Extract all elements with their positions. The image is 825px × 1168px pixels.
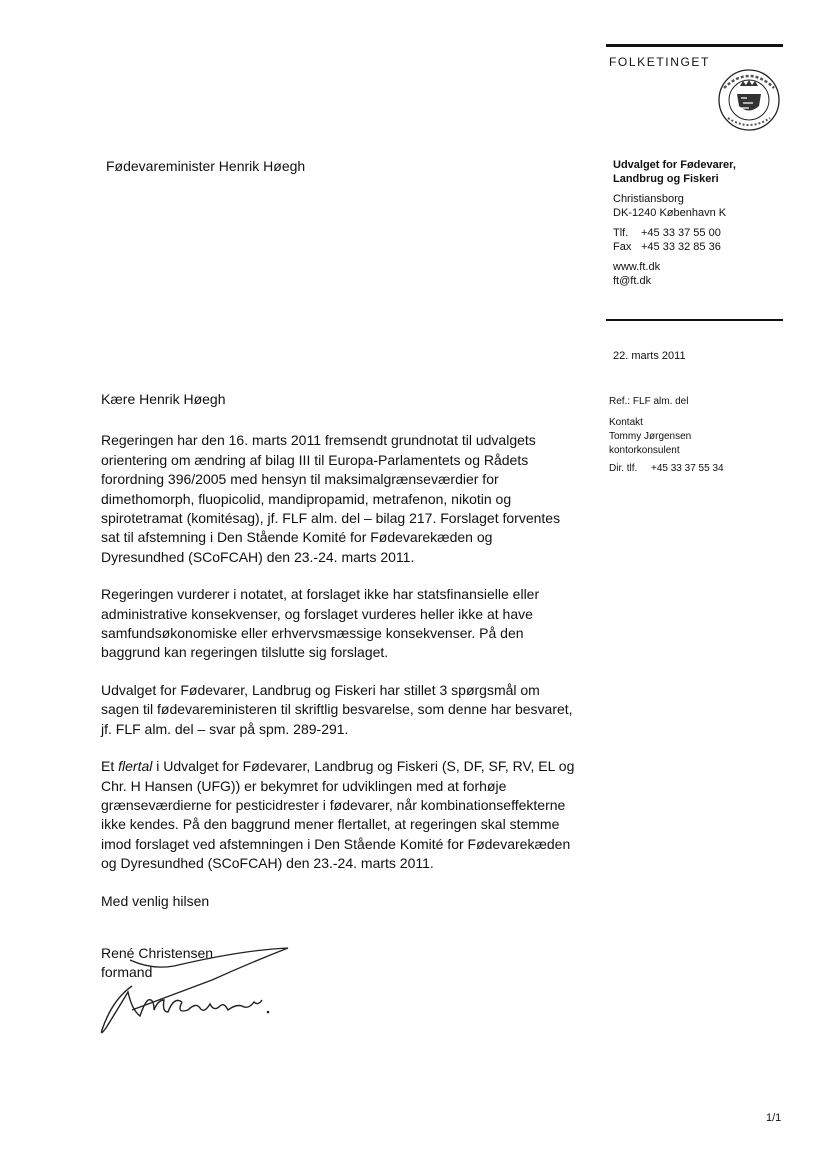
reference: Ref.: FLF alm. del — [609, 396, 689, 407]
header-rule-top — [606, 44, 783, 47]
paragraph-4-text: i Udvalget for Fødevarer, Landbrug og Fiskeri (S, DF, SF, RV, EL og Chr. H Hansen (UFG)) er bekymret for udviklingen med at forhøje grænseværdierne for pesticidrester i fødevarer, når kombinationseffekterne ikke kendes. På den baggrund mener flertallet, at regeringen skal stemme imod forslaget ved afstemningen i Den Stående Komité for Fødevarekæden og Dyresundhed (SCoFCAH) den 23.-24. marts 2011. — [101, 758, 575, 872]
fax-label: Fax — [613, 241, 632, 253]
contact-title: kontorkonsulent — [609, 445, 680, 456]
signatory-title: formand — [101, 964, 153, 980]
header-rule-middle — [606, 319, 783, 321]
letter-body — [101, 390, 579, 929]
letter-date: 22. marts 2011 — [613, 350, 686, 362]
phone-number: +45 33 37 55 00 — [641, 227, 721, 239]
committee-name-line2: Landbrug og Fiskeri — [613, 173, 719, 185]
address-line1: Christiansborg — [613, 193, 684, 205]
organization-name: FOLKETINGET — [609, 55, 710, 69]
paragraph-3: Udvalget for Fødevarer, Landbrug og Fiskeri har stillet 3 spørgsmål om sagen til fødevareministeren til skriftlig besvarelse, som denne har besvaret, jf. FLF alm. del – svar på spm. 289-291. — [101, 681, 573, 737]
fax-row — [613, 240, 803, 254]
reference-block — [609, 395, 809, 476]
paragraph-4-emphasis: flertal — [118, 758, 153, 775]
page-number: 1/1 — [766, 1112, 782, 1124]
committee-contact-block — [613, 158, 803, 288]
greeting: Kære Henrik Høegh — [101, 391, 226, 407]
direct-phone-number: +45 33 37 55 34 — [651, 463, 724, 474]
email-link[interactable]: ft@ft.dk — [613, 275, 652, 287]
direct-phone-row — [609, 462, 809, 476]
closing: Med venlig hilsen — [101, 892, 210, 909]
contact-name: Tommy Jørgensen — [609, 431, 692, 442]
paragraph-2: Regeringen vurderer i notatet, at forslaget ikke har statsfinansielle eller administrative konsekvenser, og forslaget vurderes heller ikke at have samfundsøkonomiske eller erhvervsmæssige konsekvenser. På den baggrund kan regeringen tilslutte sig forslaget. — [101, 586, 540, 661]
signatory-name: René Christensen — [101, 945, 214, 961]
paragraph-1: Regeringen har den 16. marts 2011 fremsendt grundnotat til udvalgets orientering om ændring af bilag III til Europa-Parlamentets og Rådets forordning 396/2005 med hensyn til maksimalgrænseværdier for dimethomorph, fluopicolid, mandipropamid, metrafenon, nikotin og spirotetramat (komitésag), jf. FLF alm. del – bilag 217. Forslaget forventes sat til afstemning i Den Stående Komité for Fødevarekæden og Dyresundhed (SCoFCAH) den 23.-24. marts 2011. — [101, 432, 561, 565]
fax-number: +45 33 32 85 36 — [641, 241, 721, 253]
address-line2: DK-1240 København K — [613, 207, 727, 219]
recipient: Fødevareminister Henrik Høegh — [106, 158, 306, 174]
contact-label: Kontakt — [609, 417, 643, 428]
committee-name-line1: Udvalget for Fødevarer, — [613, 159, 736, 171]
phone-label: Tlf. — [613, 227, 629, 239]
website-link[interactable]: www.ft.dk — [613, 261, 661, 273]
paragraph-4-prefix: Et — [101, 758, 119, 775]
handwritten-signature — [92, 940, 302, 1040]
direct-phone-label: Dir. tlf. — [609, 463, 638, 474]
paragraph-4 — [101, 757, 579, 873]
folketinget-seal-icon — [714, 68, 784, 132]
phone-row — [613, 226, 803, 240]
